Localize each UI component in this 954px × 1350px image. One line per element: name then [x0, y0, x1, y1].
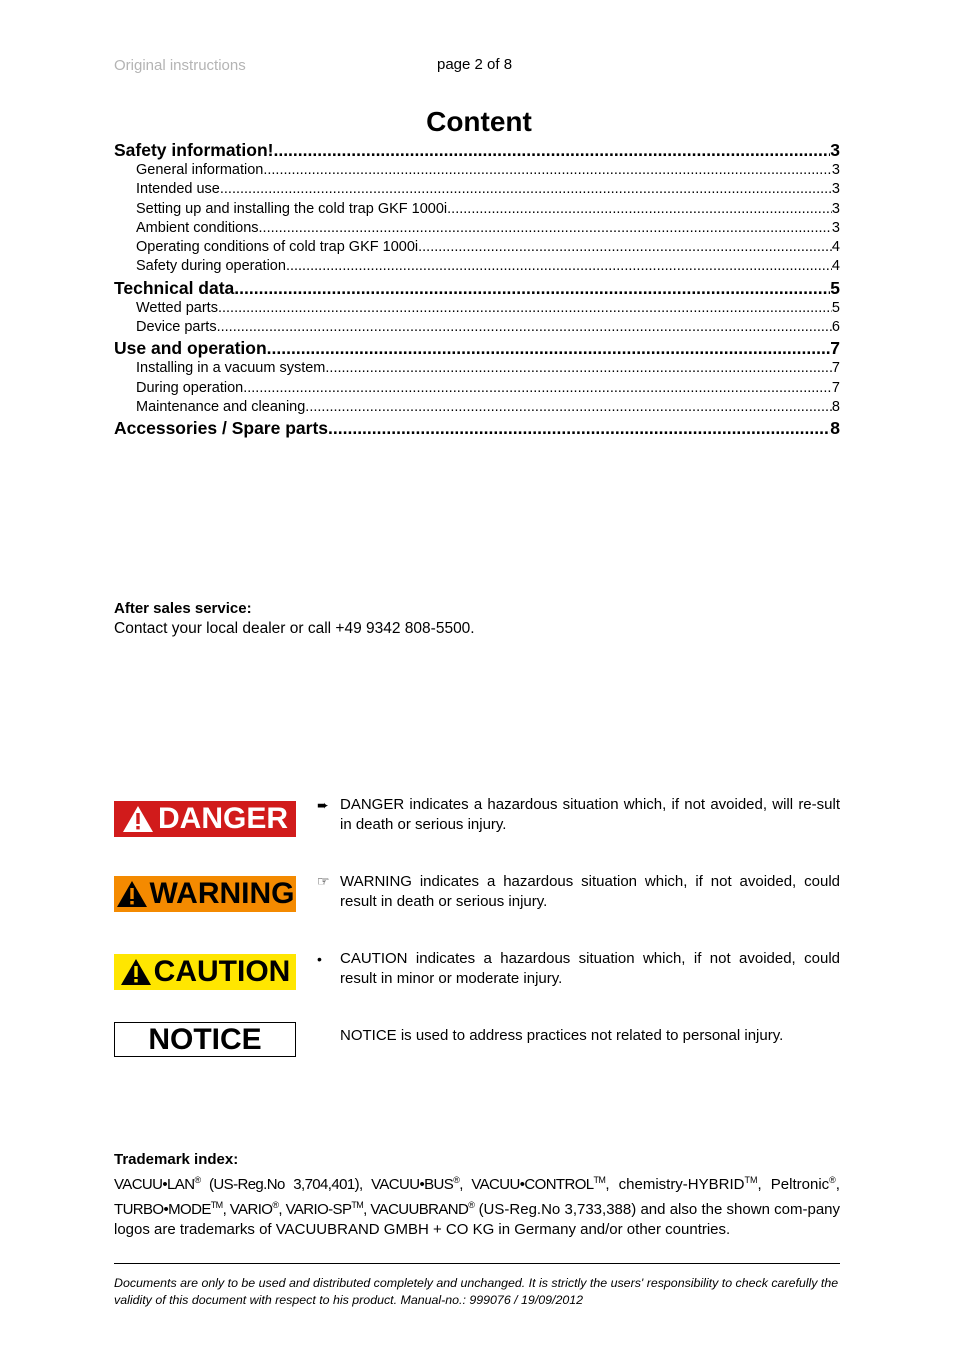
page-number: page 2 of 8 — [437, 56, 513, 73]
header-label: Original instructions — [114, 57, 246, 74]
danger-description: DANGER indicates a hazardous situation which, if not avoided, will re-sult in death or serious injury. — [340, 796, 840, 833]
danger-sign — [114, 801, 296, 837]
warning-sign — [114, 876, 296, 912]
notice-sign — [114, 1022, 296, 1057]
toc-leader-dots — [263, 161, 832, 180]
danger-label: DANGER — [157, 802, 288, 835]
toc-label: During operation — [136, 379, 244, 396]
toc-subsection[interactable] — [114, 219, 840, 238]
toc-page-number: 4 — [831, 239, 840, 256]
toc-page-number: 7 — [831, 360, 840, 377]
toc-section[interactable] — [114, 417, 840, 439]
toc-label: Accessories / Spare parts — [114, 418, 329, 439]
toc-leader-dots — [325, 359, 832, 378]
toc-label: Use and operation — [114, 338, 267, 359]
toc-subsection[interactable] — [114, 379, 840, 398]
warning-triangle-icon — [120, 958, 152, 986]
toc-label: Safety information! — [114, 140, 274, 160]
caution-bullet: • — [317, 951, 322, 967]
toc-leader-dots — [217, 318, 832, 337]
toc-label: General information — [136, 162, 264, 178]
toc-leader-dots — [218, 299, 832, 318]
toc-leader-dots — [259, 219, 832, 238]
toc-leader-dots — [286, 257, 832, 276]
toc-leader-dots — [243, 379, 832, 398]
toc-page-number: 8 — [831, 398, 840, 415]
notice-label: NOTICE — [148, 1022, 262, 1056]
toc-subsection[interactable] — [114, 257, 840, 276]
warning-triangle-icon — [116, 880, 148, 908]
toc-leader-dots — [305, 398, 832, 417]
toc-page-number: 5 — [830, 277, 840, 298]
warning-label: WARNING — [149, 877, 295, 910]
toc-label: Operating conditions of cold trap GKF 1000i — [136, 239, 419, 256]
toc-section[interactable] — [114, 139, 840, 161]
service-heading: After sales service: — [114, 600, 252, 617]
toc-subsection[interactable] — [114, 200, 840, 219]
toc-page-number: 3 — [830, 140, 840, 160]
caution-sign — [114, 954, 296, 990]
notice-description: NOTICE is used to address practices not related to personal injury. — [340, 1027, 784, 1044]
toc-subsection[interactable] — [114, 180, 840, 199]
trademark-heading: Trademark index: — [114, 1151, 239, 1168]
warning-triangle-icon — [122, 805, 154, 833]
toc-label: Wetted parts — [136, 299, 218, 316]
toc-subsection[interactable] — [114, 161, 840, 180]
toc-subsection[interactable] — [114, 318, 840, 337]
toc-label: Device parts — [136, 319, 217, 336]
toc-label: Setting up and installing the cold trap GKF 1000i — [136, 200, 448, 217]
toc-leader-dots — [418, 238, 832, 257]
toc-page-number: 3 — [831, 200, 840, 217]
toc-label: Safety during operation — [136, 258, 286, 275]
trademark-text: VACUU•LAN® (US-Reg.No 3,704,401), VACUU•BUS®, VACUU•CONTROL™, chemistry-HYBRID™, Peltronic®, TURBO•MODE™, VARIO®, VARIO-SP™, VACUUBRAND® (US-Reg.No 3,733,388) and also the shown com-pany logos are trademarks of VACUUBRAND GMBH + CO KG in Germany and/or other countries. — [114, 1175, 841, 1238]
warning-bullet: ☞ — [317, 873, 330, 889]
toc-page-number: 3 — [831, 162, 840, 178]
danger-bullet: ➨ — [317, 797, 329, 813]
toc-subsection[interactable] — [114, 359, 840, 378]
caution-label: CAUTION — [153, 955, 291, 988]
warning-description: WARNING indicates a hazardous situation which, if not avoided, could result in death or serious injury. — [340, 873, 840, 910]
toc-leader-dots — [328, 417, 830, 439]
toc-page-number: 7 — [831, 379, 840, 396]
toc-leader-dots — [234, 277, 830, 299]
toc-page-number: 7 — [830, 338, 840, 359]
toc-page-number: 5 — [831, 299, 840, 316]
toc-page-number: 3 — [831, 219, 840, 236]
toc-leader-dots — [267, 337, 831, 359]
toc-page-number: 8 — [830, 418, 840, 439]
footer-divider — [114, 1263, 840, 1264]
toc-label: Technical data — [114, 277, 235, 298]
toc-page-number: 4 — [831, 258, 840, 275]
service-text: Contact your local dealer or call +49 9342 808-5500. — [114, 620, 475, 637]
toc-leader-dots — [273, 139, 830, 161]
page-title: Content — [426, 106, 532, 137]
toc-subsection[interactable] — [114, 238, 840, 257]
toc-page-number: 6 — [831, 319, 840, 336]
toc-page-number: 3 — [831, 181, 840, 198]
toc-label: Maintenance and cleaning — [136, 398, 306, 415]
toc-label: Intended use — [136, 181, 220, 198]
toc-label: Installing in a vacuum system — [136, 360, 326, 377]
toc-section[interactable] — [114, 337, 840, 359]
toc-label: Ambient conditions — [136, 219, 259, 236]
toc-leader-dots — [220, 180, 832, 199]
table-of-contents — [114, 139, 840, 439]
toc-section[interactable] — [114, 277, 840, 299]
toc-leader-dots — [447, 200, 832, 219]
toc-subsection[interactable] — [114, 398, 840, 417]
toc-subsection[interactable] — [114, 299, 840, 318]
caution-description: CAUTION indicates a hazardous situation which, if not avoided, could result in minor or moderate injury. — [340, 950, 840, 987]
footer-disclaimer: Documents are only to be used and distributed completely and unchanged. It is strictly the users' responsibility to check carefully the validity of this document with respect to his product. Manual-no.: 999076 / 19/09/2012 — [114, 1276, 839, 1307]
